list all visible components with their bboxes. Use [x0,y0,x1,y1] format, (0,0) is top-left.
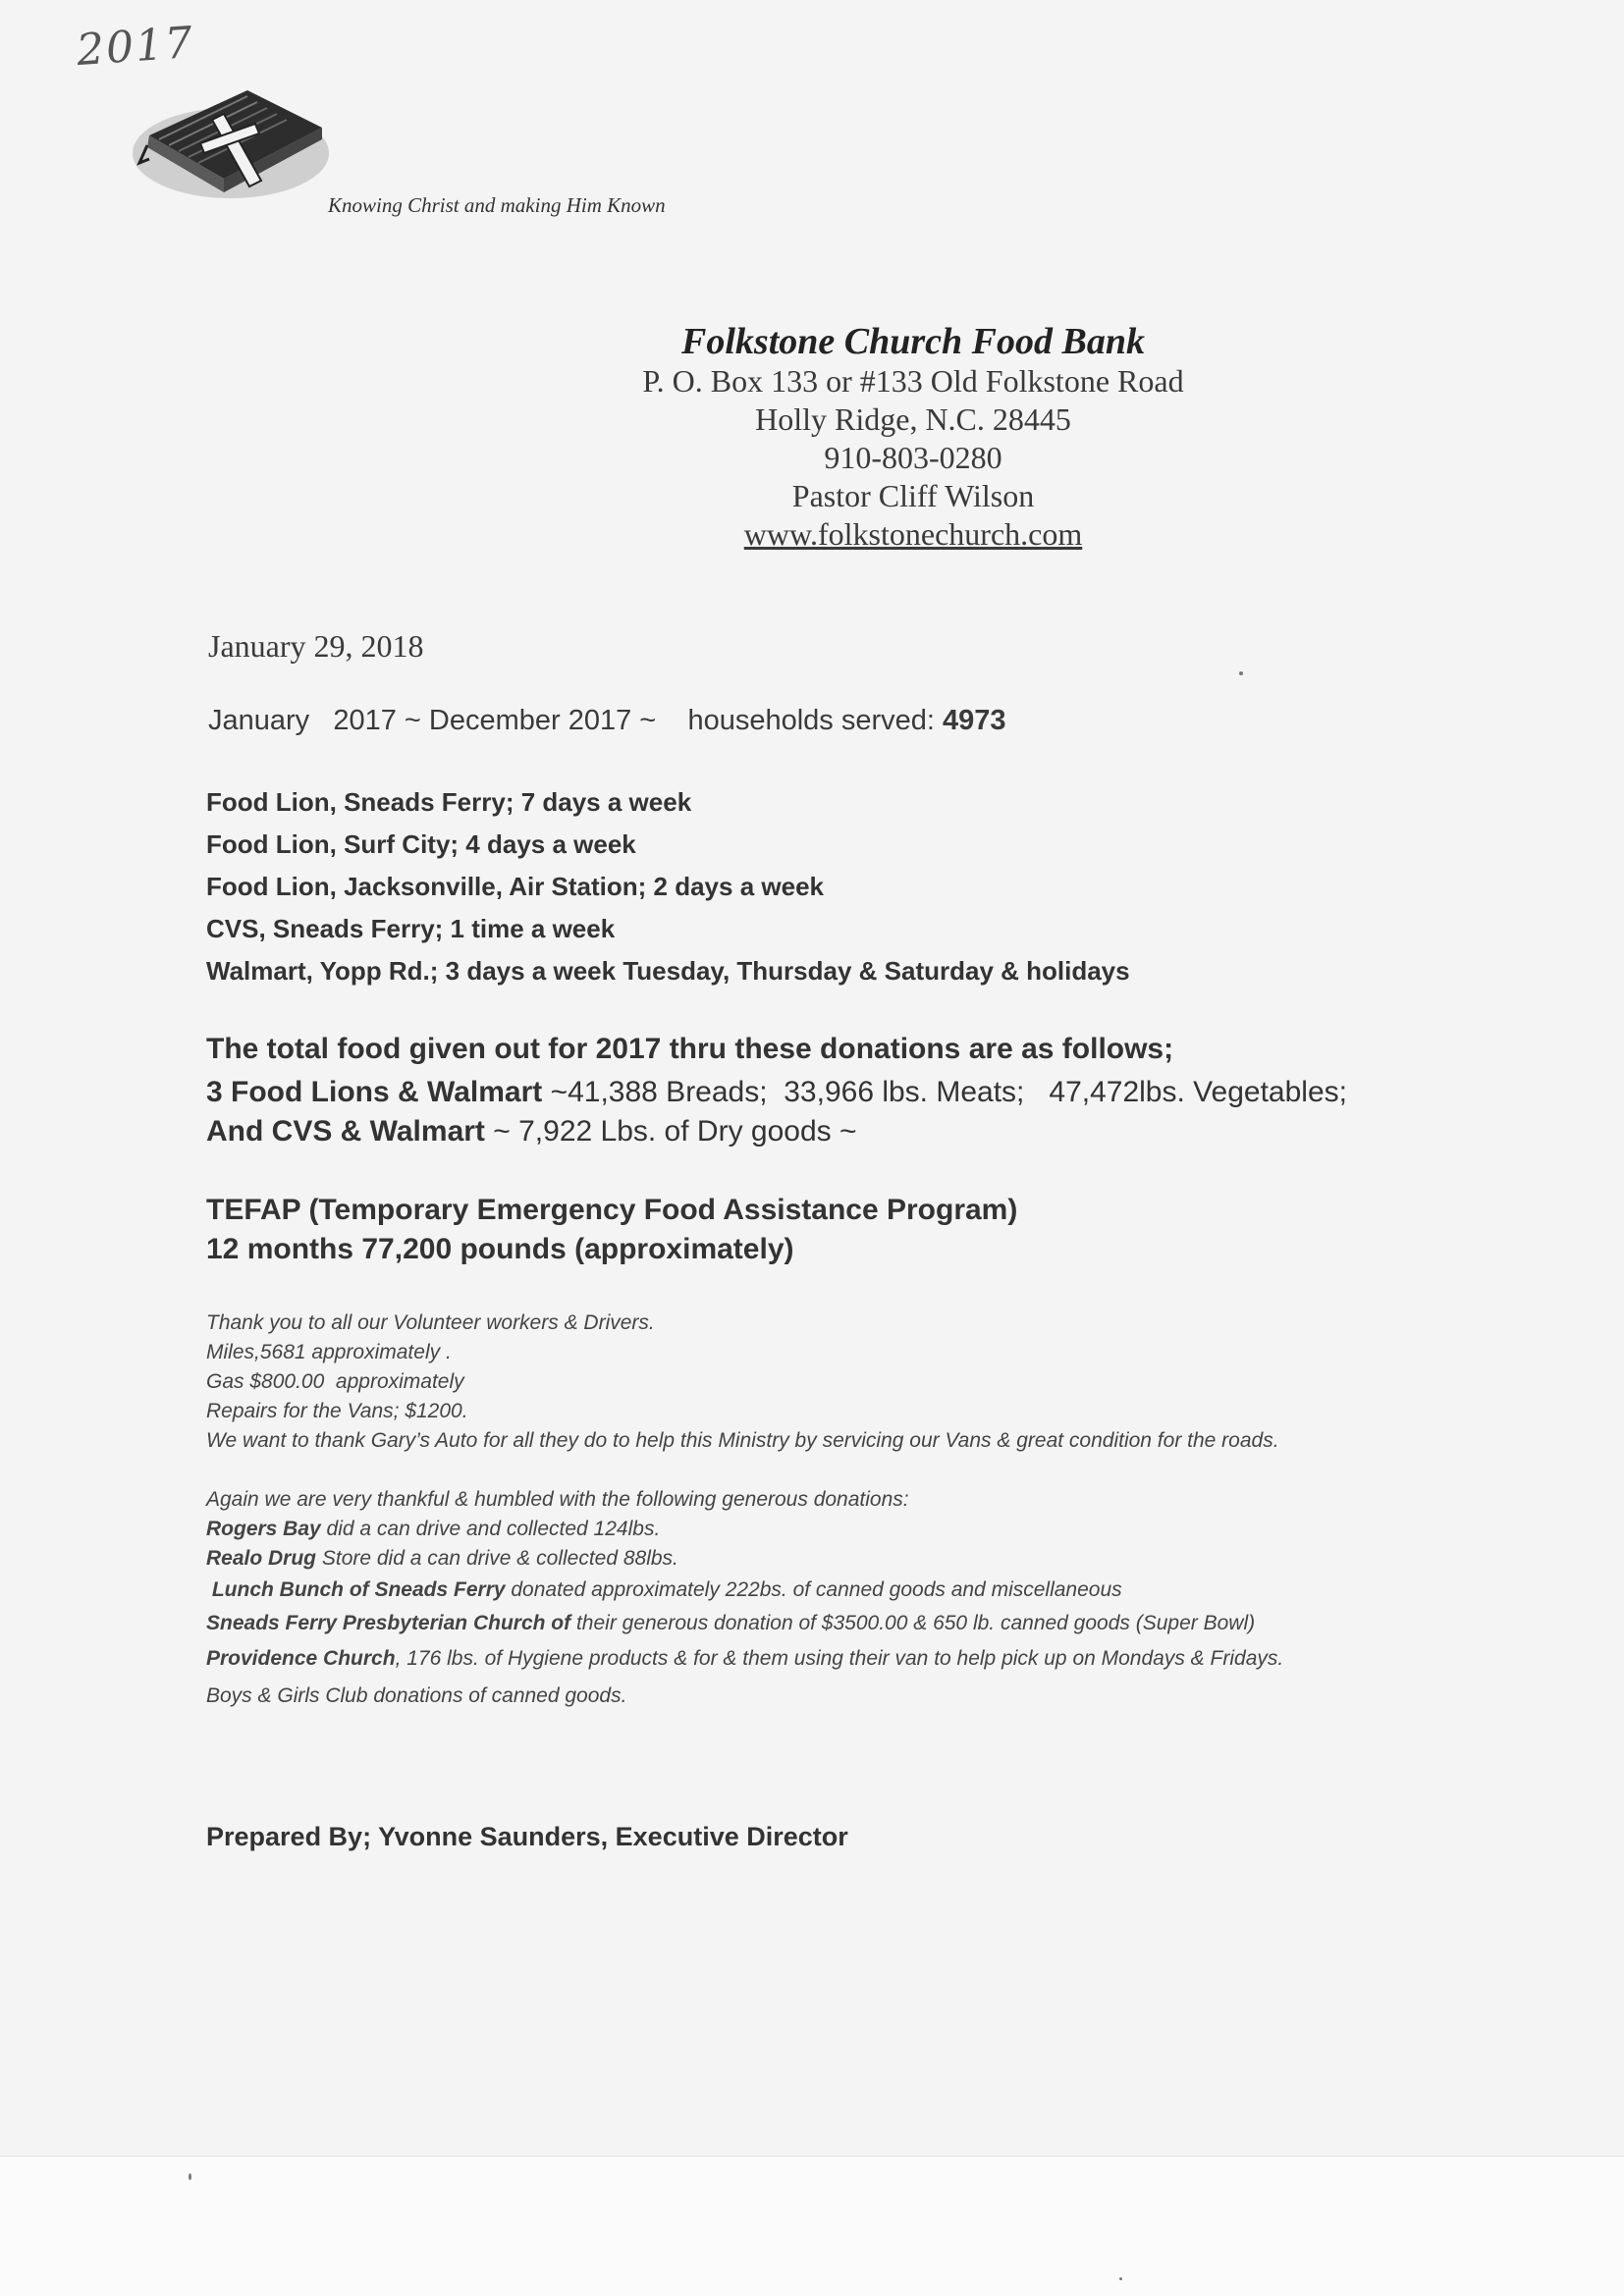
phone-number: 910-803-0280 [824,440,1002,475]
donations-intro: Again we are very thankful & humbled with the following generous donations: [206,1488,909,1511]
bible-cross-icon [130,84,332,206]
totals-heading: The total food given out for 2017 thru these donations are as follows; [206,1033,1174,1065]
volunteer-note: Miles,5681 approximately . [206,1341,452,1363]
donation-item [206,1684,626,1708]
scan-speck [1119,2277,1122,2280]
households-summary [208,705,1006,737]
volunteer-note: We want to thank Gary’s Auto for all they do to help this Ministry by servicing our Vans & great condition for the roads. [206,1429,1279,1452]
address-line-1: P. O. Box 133 or #133 Old Folkstone Road [642,363,1184,399]
tagline: Knowing Christ and making Him Known [328,193,666,217]
donation-item [206,1518,660,1541]
letter-date: January 29, 2018 [208,628,424,664]
scan-speck [1239,671,1243,675]
donation-text: their generous donation of $3500.00 & 650 lb. canned goods (Super Bowl) [570,1612,1256,1634]
pastor-name: Pastor Cliff Wilson [791,478,1035,513]
scan-speck [189,2173,191,2180]
totals-line-2 [206,1115,857,1148]
org-name: Folkstone Church Food Bank [681,321,1145,362]
totals-line-1-label: 3 Food Lions & Walmart [206,1076,543,1108]
totals-line-2-label: And CVS & Walmart [206,1115,485,1148]
donation-text: Boys & Girls Club donations of canned goods. [206,1684,627,1707]
schedule-item: Food Lion, Sneads Ferry; 7 days a week [206,787,692,817]
scan-bottom-edge [0,2156,1624,2296]
donor-name: Rogers Bay [206,1518,321,1540]
donation-text: donated approximately 222bs. of canned goods and miscellaneous [505,1578,1122,1601]
schedule-item: Food Lion, Surf City; 4 days a week [206,829,636,859]
households-count: 4973 [943,705,1006,736]
schedule-item: Walmart, Yopp Rd.; 3 days a week Tuesday, Thursday & Saturday & holidays [206,956,1130,986]
donation-text: Store did a can drive & collected 88lbs. [316,1547,678,1570]
totals-line-2-text: ~ 7,922 Lbs. of Dry goods ~ [484,1115,857,1148]
schedule-item: CVS, Sneads Ferry; 1 time a week [206,914,616,943]
handwritten-year-note: 2017 [75,17,196,77]
donor-name: Providence Church [206,1647,396,1670]
address-line-2: Holly Ridge, N.C. 28445 [755,401,1071,437]
volunteer-note: Thank you to all our Volunteer workers & Drivers. [206,1311,655,1334]
donation-item [206,1612,1255,1635]
donation-item [206,1647,1283,1671]
summary-period: January 2017 ~ December 2017 ~ households served: [208,705,935,736]
tefap-title: TEFAP (Temporary Emergency Food Assistance Program) [206,1194,1018,1226]
totals-line-1-text: ~41,388 Breads; 33,966 lbs. Meats; 47,472lbs. Vegetables; [542,1076,1347,1108]
volunteer-note: Gas $800.00 approximately [206,1370,464,1393]
donation-text: did a can drive and collected 124lbs. [320,1518,661,1540]
schedule-item: Food Lion, Jacksonville, Air Station; 2 days a week [206,872,824,901]
donation-item [206,1547,678,1571]
donation-text: , 176 lbs. of Hygiene products & for & them using their van to help pick up on Mondays & Fridays. [395,1647,1284,1670]
donation-item [206,1578,1122,1602]
volunteer-note: Repairs for the Vans; $1200. [206,1400,468,1422]
tefap-amount: 12 months 77,200 pounds (approximately) [206,1233,794,1265]
website-link[interactable]: www.folkstonechurch.com [743,516,1083,552]
prepared-by: Prepared By; Yvonne Saunders, Executive Director [206,1822,848,1851]
donor-name: Sneads Ferry Presbyterian Church of [206,1612,571,1634]
totals-line-1 [206,1076,1347,1109]
donor-name: Realo Drug [206,1547,317,1570]
donor-name: Lunch Bunch of Sneads Ferry [206,1578,506,1601]
